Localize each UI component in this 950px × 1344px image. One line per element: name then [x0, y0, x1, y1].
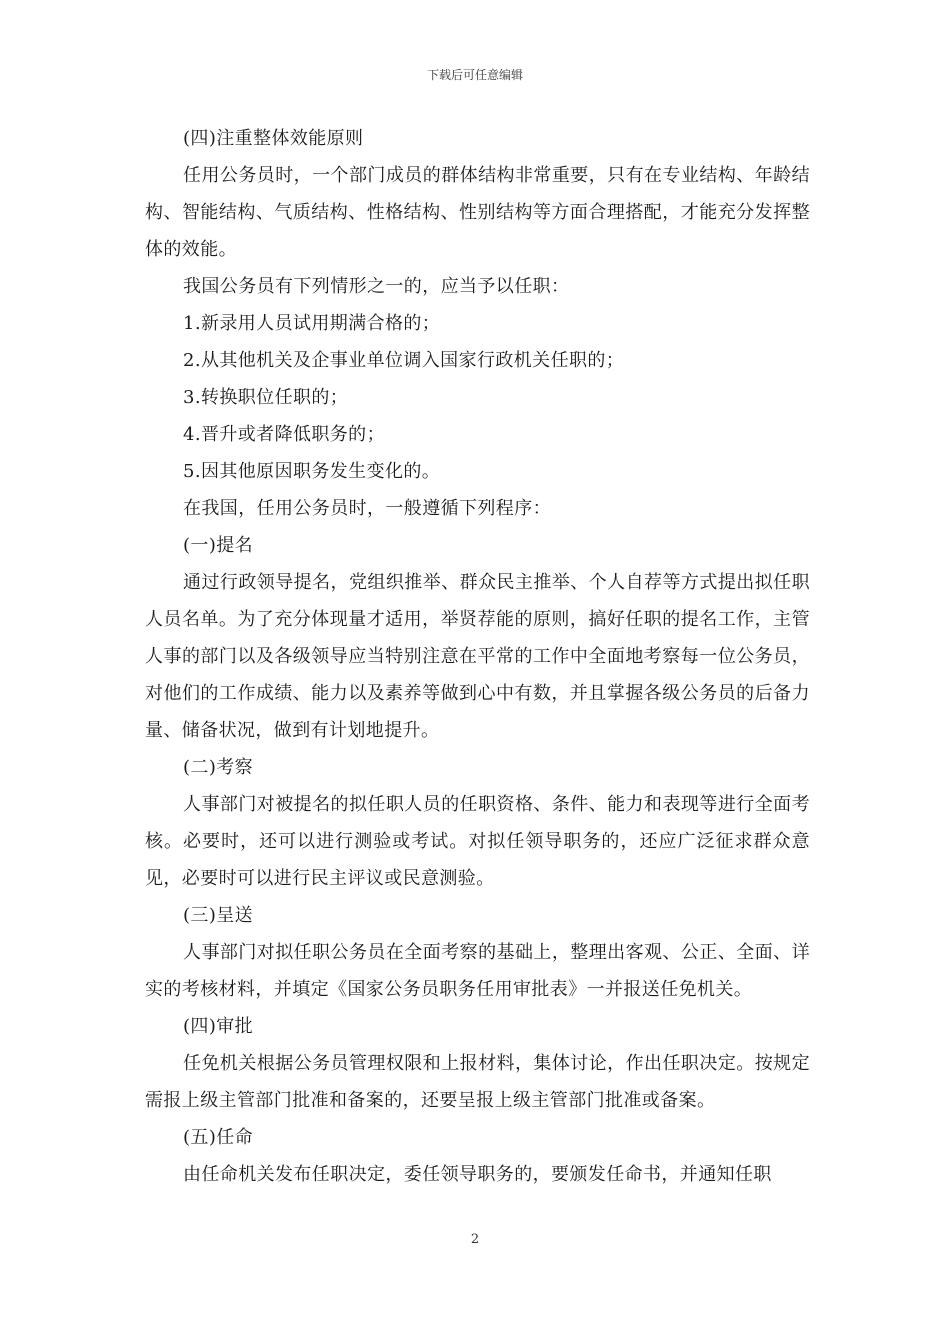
document-body [145, 120, 810, 1193]
paragraph: 任用公务员时，一个部门成员的群体结构非常重要，只有在专业结构、年龄结构、智能结构、气质结构、性格结构、性别结构等方面合理搭配，才能充分发挥整体的效能。 [145, 165, 810, 260]
paragraph: 在我国，任用公务员时，一般遵循下列程序： [183, 498, 551, 519]
section-heading: (三)呈送 [183, 905, 254, 926]
list-item: 2.从其他机关及企事业单位调入国家行政机关任职的； [183, 350, 625, 371]
section-heading: (四)审批 [183, 1016, 254, 1037]
list-item: 3.转换职位任职的； [183, 387, 349, 408]
page-number: 2 [470, 1232, 480, 1247]
section-heading: (一)提名 [183, 535, 254, 556]
paragraph: 人事部门对被提名的拟任职人员的任职资格、条件、能力和表现等进行全面考核。必要时，还可以进行测验或考试。对拟任领导职务的，还应广泛征求群众意见，必要时可以进行民主评议或民意测验。 [145, 794, 810, 889]
list-item: 4.晋升或者降低职务的； [183, 424, 385, 445]
page-header: 下载后可任意编辑 [426, 68, 523, 82]
section-heading: (四)注重整体效能原则 [183, 128, 364, 149]
paragraph: 我国公务员有下列情形之一的，应当予以任职： [183, 276, 570, 297]
list-item: 1.新录用人员试用期满合格的； [183, 313, 441, 334]
list-item: 5.因其他原因职务发生变化的。 [183, 461, 441, 482]
paragraph: 任免机关根据公务员管理权限和上报材料，集体讨论，作出任职决定。按规定需报上级主管部门批准和备案的，还要呈报上级主管部门批准或备案。 [145, 1053, 810, 1111]
section-heading: (二)考察 [183, 757, 254, 778]
paragraph: 通过行政领导提名，党组织推举、群众民主推举、个人自荐等方式提出拟任职人员名单。为了充分体现量才适用，举贤荐能的原则，搞好任职的提名工作，主管人事的部门以及各级领导应当特别注意在平常的工作中全面地考察每一位公务员，对他们的工作成绩、能力以及素养等做到心中有数，并且掌握各级公务员的后备力量、储备状况，做到有计划地提升。 [145, 572, 810, 741]
paragraph: 人事部门对拟任职公务员在全面考察的基础上，整理出客观、公正、全面、详实的考核材料，并填定《国家公务员职务任用审批表》一并报送任免机关。 [145, 942, 810, 1000]
section-heading: (五)任命 [183, 1127, 254, 1148]
paragraph: 由任命机关发布任职决定，委任领导职务的，要颁发任命书，并通知任职 [183, 1164, 772, 1185]
